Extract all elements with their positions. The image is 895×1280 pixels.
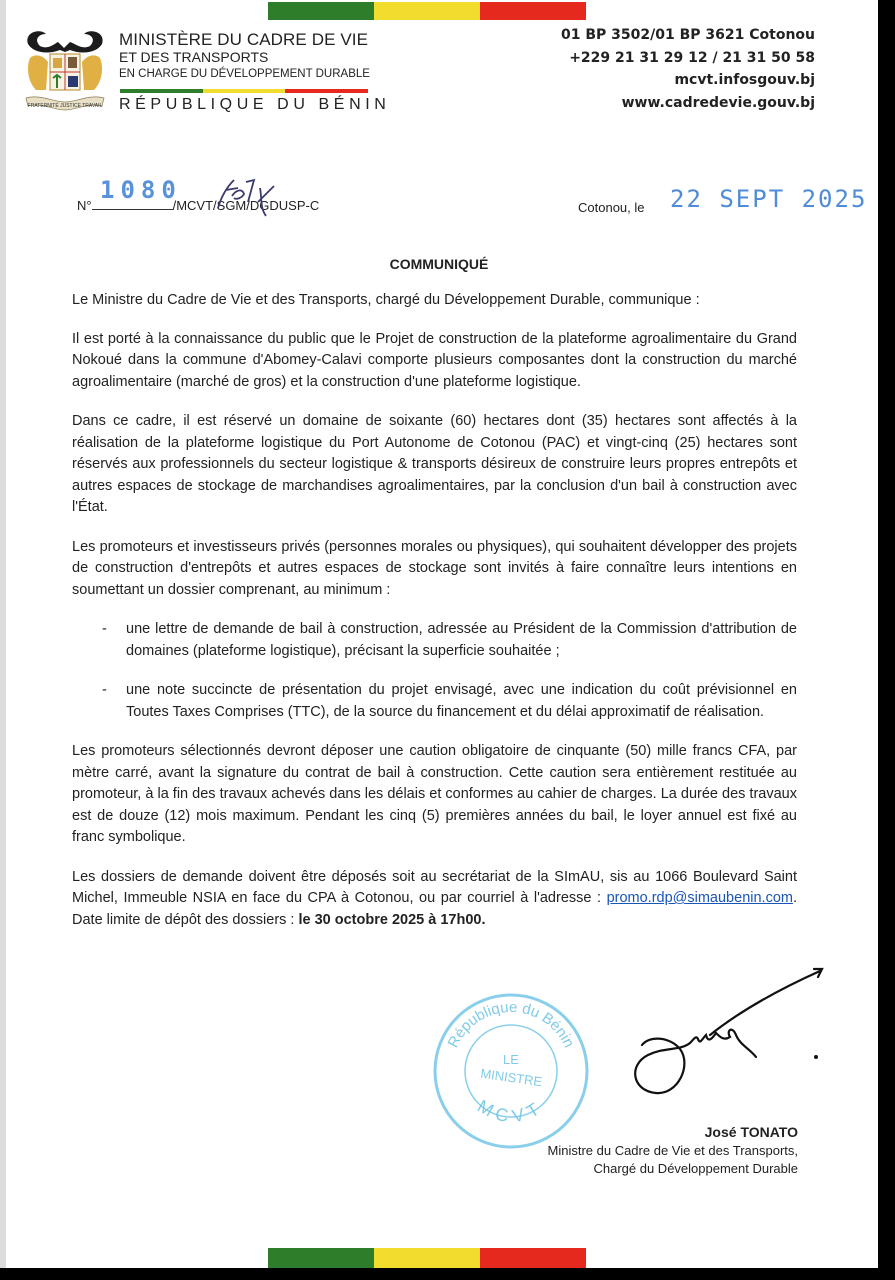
svg-text:MCVT: MCVT [474,1095,548,1127]
ministry-name-line1: MINISTÈRE DU CADRE DE VIE [119,30,369,49]
deposit-text: Les dossiers de demande doivent être déposés soit au secrétariat de la SImAU, sis au 1066 Boulevard Saint Michel, Immeuble NSIA en face du CPA à Cotonou, ou par courriel à l'adresse : [72,868,797,906]
reference-suffix: /MCVT/SGM/DGDUSP-C [172,198,320,213]
reference-number-stamp: 1080 [100,176,182,204]
flag-green [268,2,374,20]
deadline-text: le 30 octobre 2025 à 17h00. [298,911,486,928]
list-item: - une lettre de demande de bail à construction, adressée au Président de la Commission d'attribution de domaines (plateforme logistique), précisant la superficie souhaitée ; [72,619,797,662]
handwritten-annotation-icon [208,168,288,228]
flag-yellow [374,2,480,20]
flag-yellow [374,1248,480,1268]
body-paragraph: Dans ce cadre, il est réservé un domaine de soixante (60) hectares dont (35) hectares sont affectés à la réalisation de la plateforme logistique du Port Autonome de Cotonou (PAC) et vingt-cinq (25) hectares sont réservés aux professionnels du secteur logistique & transports désireux de construire leurs propres entrepôts et autres espaces de stockage de marchandises agroalimentaires, par la conclusion d'un bail à construction avec l'État. [72,413,797,515]
document-body [72,290,797,949]
svg-text:MINISTRE: MINISTRE [479,1065,544,1090]
deposit-paragraph [72,867,797,932]
header-flag-rule [120,89,368,93]
deposit-text-middle: . Date limite de dépôt des dossiers : [72,890,797,928]
flag-green [268,1248,374,1268]
intro-paragraph: Le Ministre du Cadre de Vie et des Transports, chargé du Développement Durable, communique : [72,292,700,308]
benin-coat-of-arms-icon [20,28,110,112]
ministry-name-line3: EN CHARGE DU DÉVELOPPEMENT DURABLE [119,68,370,80]
body-paragraph: Il est porté à la connaissance du public que le Projet de construction de la plateforme agroalimentaire du Grand Nokoué dans la commune d'Abomey-Calavi comporte plusieurs composantes dont la construction du marché agroalimentaire (marché de gros) et la construction d'une plateforme logistique. [72,330,797,390]
scan-edge [0,0,6,1268]
signatory-title [548,1142,799,1178]
signatory-name: José TONATO [704,1124,798,1140]
ministry-header [119,30,370,82]
dateline-label: Cotonou, le [578,200,645,215]
website-link[interactable]: www.cadredevie.gouv.bj [621,94,815,111]
flag-band-bottom [268,1248,586,1268]
list-item: - une note succincte de présentation du projet envisagé, avec une indication du coût prévisionnel en Toutes Taxes Comprises (TTC), de la source du financement et du délai approximatif de réalisation. [72,680,797,723]
body-paragraph: Les promoteurs et investisseurs privés (personnes morales ou physiques), qui souhaitent développer des projets de construction d'entrepôts et autres espaces de stockage sont invités à faire connaître leurs intentions en soumettant un dossier comprenant, au minimum : [72,538,797,598]
signatory-title-line1: Ministre du Cadre de Vie et des Transports, [547,1143,798,1158]
ministry-name-line2: ET DES TRANSPORTS [119,49,269,65]
email-address[interactable]: mcvt.infosgouv.bj [674,72,815,88]
email-link[interactable]: promo.rdp@simaubenin.com [606,890,793,906]
contact-block [561,24,815,114]
requirements-list [72,619,797,723]
official-seal-icon [432,992,590,1150]
svg-text:LE: LE [503,1052,519,1067]
flag-red [480,2,586,20]
postal-address: 01 BP 3502/01 BP 3621 Cotonou [561,27,815,43]
svg-text:République du Bénin: République du Bénin [444,998,578,1051]
republic-name: RÉPUBLIQUE DU BÉNIN [119,96,391,113]
caution-paragraph: Les promoteurs sélectionnés devront déposer une caution obligatoire de cinquante (50) mille francs CFA, par mètre carré, avant la signature du contrat de bail à construction. Cette caution sera entièrement restituée au promoteur, à la fin des travaux achevés dans les délais et conformes au cahier de charges. La durée des travaux est de douze (12) mois maximum. Pendant les cinq (5) premières années du bail, le loyer annuel est fixé au franc symbolique. [72,743,797,845]
flag-band-top [268,2,586,20]
svg-text:FRATERNITÉ JUSTICE TRAVAIL: FRATERNITÉ JUSTICE TRAVAIL [27,103,103,109]
phone-numbers: +229 21 31 29 12 / 21 31 50 58 [569,49,815,66]
document-title: COMMUNIQUÉ [389,256,489,272]
reference-prefix: N° [77,198,92,213]
date-stamp: 22 SEPT 2025 [670,185,868,213]
flag-red [480,1248,586,1268]
signatory-title-line2: Chargé du Développement Durable [593,1161,798,1176]
signature-icon [620,965,840,1105]
